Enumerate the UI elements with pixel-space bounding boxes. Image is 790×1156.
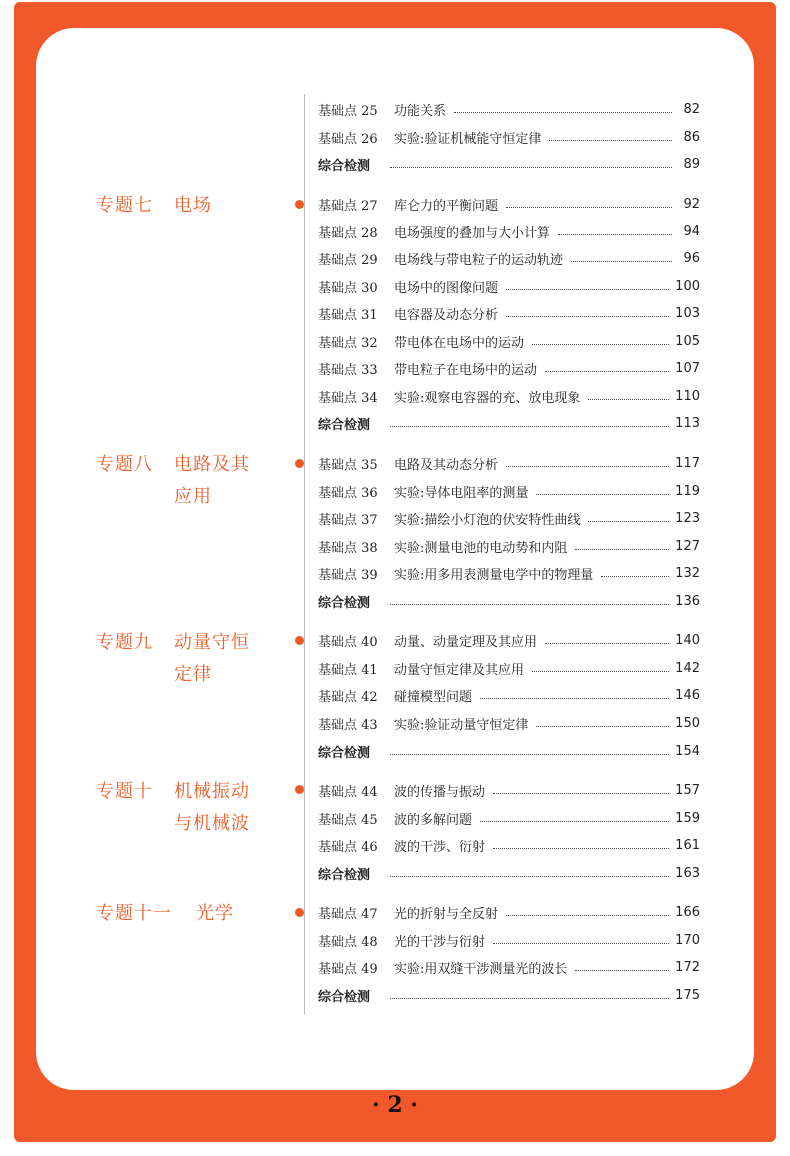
entry-label: 综合检测 (318, 158, 371, 174)
dot-leader (390, 876, 669, 877)
dot-leader (575, 549, 669, 550)
toc-entry[interactable] (318, 955, 700, 979)
dot-leader (390, 998, 669, 999)
dot-leader (545, 643, 669, 644)
section-bullet (295, 636, 304, 645)
entry-title: 实验:用多用表测量电学中的物理量 (394, 567, 594, 583)
toc-entry[interactable] (318, 356, 700, 380)
entry-title: 动量守恒定律及其应用 (394, 662, 525, 678)
toc-entry[interactable] (318, 833, 700, 857)
entry-label: 基础点 29 (318, 252, 378, 268)
entry-label: 基础点 33 (318, 362, 378, 378)
entry-title: 实验:验证动量守恒定律 (394, 717, 529, 733)
dot-leader (601, 576, 669, 577)
entry-title: 电容器及动态分析 (394, 307, 499, 323)
toc-entry[interactable] (318, 928, 700, 952)
dot-leader (588, 399, 669, 400)
toc-entry[interactable] (318, 479, 700, 503)
entry-title: 碰撞模型问题 (394, 689, 473, 705)
toc-entry[interactable] (318, 656, 700, 680)
section-number: 专题十 (96, 781, 153, 802)
section-number: 专题十一 (96, 903, 172, 924)
entry-page: 94 (683, 223, 700, 239)
entry-label: 基础点 40 (318, 634, 378, 650)
toc-entry[interactable] (318, 561, 700, 585)
section-title-11 (96, 898, 234, 930)
section-name: 动量守恒定律 (174, 632, 250, 685)
dot-leader (571, 261, 672, 262)
dot-leader (454, 112, 672, 113)
section-title-7 (96, 190, 212, 222)
toc-entry[interactable] (318, 900, 700, 924)
entry-label: 基础点 30 (318, 280, 378, 296)
dot-leader (558, 234, 672, 235)
entry-page: 119 (675, 483, 700, 499)
toc-entry[interactable] (318, 274, 700, 298)
entry-page: 127 (675, 538, 700, 554)
entry-page: 117 (675, 455, 700, 471)
entry-page: 136 (675, 593, 700, 609)
entry-page: 140 (675, 632, 700, 648)
section-bullet (295, 785, 304, 794)
toc-entry[interactable] (318, 384, 700, 408)
entry-title: 实验:描绘小灯泡的伏安特性曲线 (394, 512, 581, 528)
section-title-8 (96, 449, 250, 507)
dot-leader (390, 426, 669, 427)
entry-title: 波的传播与振动 (394, 784, 486, 800)
toc-summary-entry[interactable] (318, 739, 700, 763)
toc-entry[interactable] (318, 683, 700, 707)
dot-leader (480, 821, 669, 822)
toc-summary-entry[interactable] (318, 411, 700, 435)
section-number: 专题八 (96, 454, 153, 475)
entry-title: 实验:验证机械能守恒定律 (394, 131, 542, 147)
entry-label: 综合检测 (318, 417, 371, 433)
entry-title: 实验:导体电阻率的测量 (394, 485, 529, 501)
entry-title: 电场线与带电粒子的运动轨迹 (394, 252, 564, 268)
entry-title: 库仑力的平衡问题 (394, 198, 499, 214)
entry-page: 132 (675, 565, 700, 581)
dot-leader (480, 698, 669, 699)
entry-label: 基础点 45 (318, 812, 378, 828)
dot-leader (493, 848, 669, 849)
section-bullet (295, 459, 304, 468)
section-number: 专题九 (96, 632, 153, 653)
entry-page: 142 (675, 660, 700, 676)
section-bullet (295, 908, 304, 917)
entry-page: 86 (683, 129, 700, 145)
entry-page: 100 (675, 278, 700, 294)
toc-entry[interactable] (318, 246, 700, 270)
entry-label: 基础点 44 (318, 784, 378, 800)
entry-page: 123 (675, 510, 700, 526)
entry-page: 163 (675, 865, 700, 881)
entry-title: 波的多解问题 (394, 812, 473, 828)
page-number: · 2 · (372, 1092, 418, 1118)
toc-entry[interactable] (318, 506, 700, 530)
entry-label: 基础点 42 (318, 689, 378, 705)
entry-label: 基础点 37 (318, 512, 378, 528)
dot-leader (532, 344, 669, 345)
dot-leader (506, 466, 669, 467)
section-name: 电场 (174, 195, 212, 216)
toc-entry[interactable] (318, 778, 700, 802)
dot-leader (493, 943, 669, 944)
entry-label: 综合检测 (318, 867, 371, 883)
entry-page: 96 (683, 250, 700, 266)
entry-page: 170 (675, 932, 700, 948)
entry-page: 92 (683, 196, 700, 212)
entry-label: 基础点 39 (318, 567, 378, 583)
toc-summary-entry[interactable] (318, 152, 700, 176)
entry-page: 150 (675, 715, 700, 731)
entry-title: 电场中的图像问题 (394, 280, 499, 296)
entry-label: 基础点 36 (318, 485, 378, 501)
section-bullet (295, 200, 304, 209)
section-name: 光学 (196, 903, 234, 924)
entry-title: 带电体在电场中的运动 (394, 335, 525, 351)
section-name: 机械振动与机械波 (174, 781, 250, 834)
entry-title: 光的干涉与衍射 (394, 934, 486, 950)
entry-title: 光的折射与全反射 (394, 906, 499, 922)
entry-page: 146 (675, 687, 700, 703)
entry-label: 基础点 25 (318, 103, 378, 119)
entry-label: 基础点 41 (318, 662, 378, 678)
dot-leader (532, 671, 669, 672)
toc-entry[interactable] (318, 534, 700, 558)
entry-page: 161 (675, 837, 700, 853)
toc-entry[interactable] (318, 806, 700, 830)
toc-summary-entry[interactable] (318, 983, 700, 1007)
toc-entry[interactable] (318, 125, 700, 149)
dot-leader (390, 754, 669, 755)
dot-leader (575, 970, 669, 971)
entry-label: 基础点 31 (318, 307, 378, 323)
entry-label: 基础点 26 (318, 131, 378, 147)
dot-leader (506, 915, 669, 916)
entry-title: 实验:用双缝干涉测量光的波长 (394, 961, 568, 977)
entry-title: 电场强度的叠加与大小计算 (394, 225, 551, 241)
entry-label: 基础点 43 (318, 717, 378, 733)
entry-page: 105 (675, 333, 700, 349)
entry-page: 175 (675, 987, 700, 1003)
entry-page: 166 (675, 904, 700, 920)
dot-leader (536, 726, 669, 727)
entry-page: 103 (675, 305, 700, 321)
entry-label: 基础点 27 (318, 198, 378, 214)
dot-leader (506, 289, 669, 290)
toc-entry[interactable] (318, 97, 700, 121)
toc-entry[interactable] (318, 711, 700, 735)
toc-summary-entry[interactable] (318, 589, 700, 613)
entry-title: 实验:测量电池的电动势和内阻 (394, 540, 568, 556)
entry-page: 113 (675, 415, 700, 431)
entry-page: 89 (683, 156, 700, 172)
entry-page: 172 (675, 959, 700, 975)
entry-label: 基础点 49 (318, 961, 378, 977)
entry-page: 157 (675, 782, 700, 798)
entry-title: 实验:观察电容器的充、放电现象 (394, 390, 581, 406)
toc-entry[interactable] (318, 192, 700, 216)
entry-label: 基础点 38 (318, 540, 378, 556)
dot-leader (588, 521, 669, 522)
entry-label: 综合检测 (318, 989, 371, 1005)
dot-leader (536, 494, 669, 495)
section-title-9 (96, 627, 250, 685)
entry-label: 基础点 35 (318, 457, 378, 473)
entry-title: 动量、动量定理及其应用 (394, 634, 538, 650)
entry-title: 带电粒子在电场中的运动 (394, 362, 538, 378)
dot-leader (493, 793, 669, 794)
entry-page: 107 (675, 360, 700, 376)
section-title-10 (96, 776, 250, 834)
dot-leader (506, 316, 669, 317)
entry-label: 基础点 32 (318, 335, 378, 351)
dot-leader (390, 604, 669, 605)
section-number: 专题七 (96, 195, 153, 216)
toc-summary-entry[interactable] (318, 861, 700, 885)
dot-leader (545, 371, 669, 372)
entry-label: 基础点 28 (318, 225, 378, 241)
entry-label: 基础点 47 (318, 906, 378, 922)
toc-entry[interactable] (318, 329, 700, 353)
toc-entry[interactable] (318, 628, 700, 652)
dot-leader (506, 207, 672, 208)
entry-page: 159 (675, 810, 700, 826)
dot-leader (390, 167, 672, 168)
toc-entry[interactable] (318, 219, 700, 243)
toc-entry[interactable] (318, 301, 700, 325)
dot-leader (549, 140, 672, 141)
entry-page: 82 (683, 101, 700, 117)
entry-title: 波的干涉、衍射 (394, 839, 486, 855)
entry-title: 电路及其动态分析 (394, 457, 499, 473)
entry-label: 基础点 34 (318, 390, 378, 406)
entry-label: 基础点 48 (318, 934, 378, 950)
entry-label: 综合检测 (318, 595, 371, 611)
entry-label: 综合检测 (318, 745, 371, 761)
divider-line (304, 94, 305, 1014)
entry-page: 110 (675, 388, 700, 404)
section-name: 电路及其应用 (174, 454, 250, 507)
entry-label: 基础点 46 (318, 839, 378, 855)
entry-page: 154 (675, 743, 700, 759)
entry-title: 功能关系 (394, 103, 447, 119)
toc-entry[interactable] (318, 451, 700, 475)
